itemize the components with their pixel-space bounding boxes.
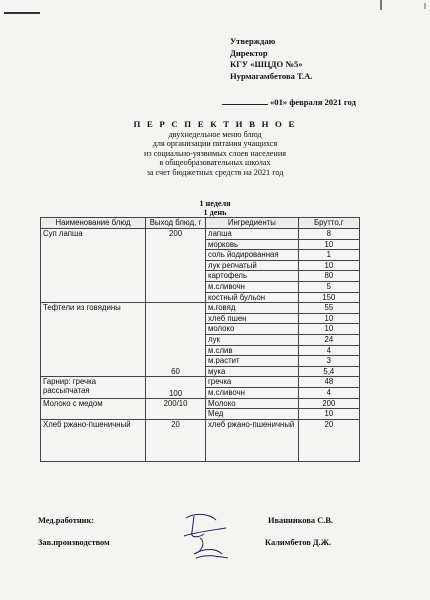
dish-output: 20 xyxy=(146,419,206,461)
ingredient-name: костный бульон xyxy=(206,292,299,303)
title-line: из социально-уязвимых слоев населения xyxy=(144,148,286,158)
column-header: Брутто,г xyxy=(298,218,359,229)
ingredient-gross: 1 xyxy=(298,250,359,261)
table-row xyxy=(41,303,360,314)
title-line: в общеобразовательных школах xyxy=(159,158,271,167)
ingredient-name: морковь xyxy=(206,239,299,250)
week-label: 1 неделя xyxy=(199,199,231,208)
ingredient-name: мука xyxy=(206,366,299,377)
ingredient-gross: 10 xyxy=(298,260,359,271)
ingredient-name: хлеб пшен xyxy=(206,313,299,324)
approval-line: Утверждаю xyxy=(230,36,276,46)
ingredient-name: лапша xyxy=(206,229,299,240)
scan-edge-mark xyxy=(424,3,426,9)
title-line: за счет бюджетных средств на 2021 год xyxy=(146,167,284,177)
dish-output: 200/10 xyxy=(146,398,206,419)
dish-output: 60 xyxy=(146,303,206,377)
ingredient-gross: 8 xyxy=(298,229,359,240)
ingredient-name: гречка xyxy=(206,377,299,388)
ingredient-gross: 10 xyxy=(298,324,359,335)
ingredient-name: м.говяд xyxy=(206,303,299,314)
ingredient-gross: 10 xyxy=(298,313,359,324)
ingredient-gross: 24 xyxy=(298,334,359,345)
ingredient-name: м.сливочн xyxy=(206,281,299,292)
dish-output: 100 xyxy=(146,377,206,398)
approval-position: Директор xyxy=(230,47,268,58)
handwritten-signature xyxy=(176,508,236,566)
ingredient-name: картофель xyxy=(206,271,299,282)
ingredient-name: м.слив xyxy=(206,345,299,356)
production-head-role: Зав.производством xyxy=(38,538,110,547)
approval-organization: КГУ «ШЦДО №5» xyxy=(230,59,303,69)
column-header: Наименование блюд xyxy=(41,218,146,229)
ingredient-gross: 55 xyxy=(298,303,359,314)
dish-name: Суп лапша xyxy=(41,229,146,303)
ingredient-name: соль йодированная xyxy=(206,250,299,261)
table-row xyxy=(41,419,360,461)
ingredient-gross: 4 xyxy=(298,345,359,356)
approval-block xyxy=(230,36,356,107)
ingredient-gross: 5 xyxy=(298,281,359,292)
menu-table xyxy=(40,217,360,462)
approval-date: «01» февраля 2021 год xyxy=(270,97,356,107)
ingredient-gross: 10 xyxy=(298,409,359,420)
ingredient-gross: 200 xyxy=(298,398,359,409)
med-worker-name: Иванникова С.В. xyxy=(268,516,334,525)
dish-name: Молоко с медом xyxy=(41,398,146,419)
ingredient-name: Молоко xyxy=(206,398,299,409)
ingredient-name: лук xyxy=(206,334,299,345)
ingredient-name: лук репчатый xyxy=(206,260,299,271)
title-line: двухнедельное меню блюд xyxy=(168,129,262,139)
title-line: для организации питания учащихся xyxy=(152,139,278,148)
ingredient-gross: 4 xyxy=(298,387,359,398)
ingredient-gross: 80 xyxy=(298,271,359,282)
ingredient-name: м.сливочн xyxy=(206,387,299,398)
dish-output: 200 xyxy=(146,229,206,303)
ingredient-name: Мед xyxy=(206,409,299,420)
dish-name: Гарнир: гречка рассыпчатая xyxy=(41,377,146,398)
scan-edge-mark xyxy=(380,0,382,10)
document-title xyxy=(0,120,430,177)
ingredient-gross: 20 xyxy=(298,419,359,461)
ingredient-gross: 48 xyxy=(298,377,359,388)
med-worker-role: Мед.работник: xyxy=(38,516,95,525)
title-perspective: П Е Р С П Е К Т И В Н О Е xyxy=(133,119,297,129)
ingredient-gross: 150 xyxy=(298,292,359,303)
dish-name: Хлеб ржано-пшеничный xyxy=(41,419,146,461)
week-day-heading xyxy=(0,199,430,217)
scan-edge-mark xyxy=(4,12,40,14)
ingredient-name: м.растит xyxy=(206,356,299,367)
table-header-row xyxy=(41,218,360,229)
day-label: 1 день xyxy=(203,208,227,217)
dish-name: Тефтели из говядины xyxy=(41,303,146,377)
ingredient-gross: 10 xyxy=(298,239,359,250)
approval-date-row xyxy=(222,96,422,109)
ingredient-name: молоко xyxy=(206,324,299,335)
ingredient-gross: 3 xyxy=(298,356,359,367)
production-head-name: Калимбетов Д.Ж. xyxy=(265,538,332,547)
column-header: Ингредиенты xyxy=(206,218,299,229)
table-row xyxy=(41,398,360,409)
ingredient-name: хлеб ржано-пшеничный xyxy=(206,419,299,461)
ingredient-gross: 5,4 xyxy=(298,366,359,377)
signature-underline xyxy=(222,96,268,105)
table-row xyxy=(41,377,360,388)
table-row xyxy=(41,229,360,240)
column-header: Выход блюд, г xyxy=(146,218,206,229)
approval-director-name: Нурмагамбетова Т.А. xyxy=(230,70,313,81)
